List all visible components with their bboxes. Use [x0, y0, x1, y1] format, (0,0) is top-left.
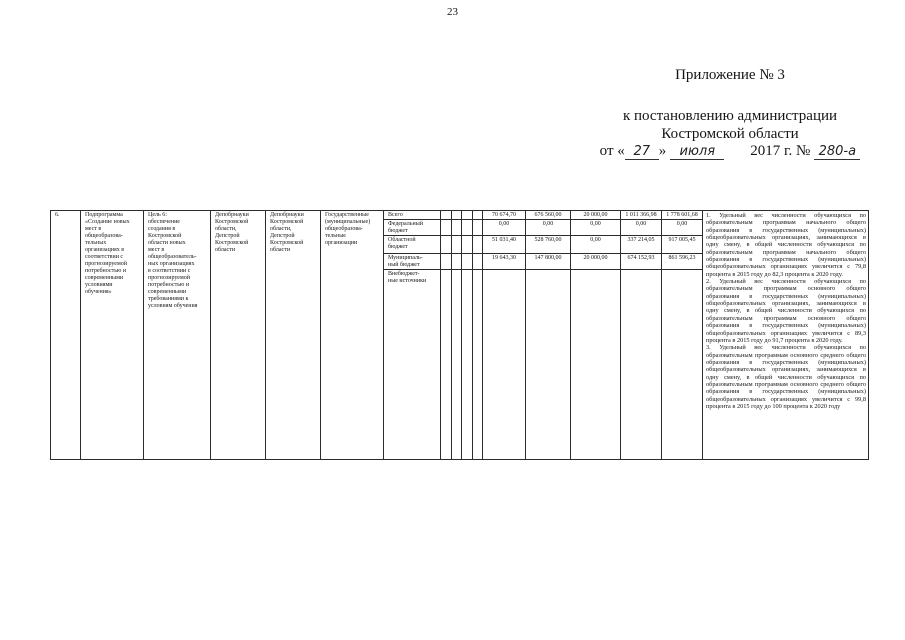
- funding-value-cell: 0,00: [571, 236, 621, 254]
- funding-value-cell: 19 643,30: [483, 254, 526, 270]
- year-number-label: 2017 г. №: [750, 143, 811, 159]
- funding-value-cell: 528 760,00: [526, 236, 571, 254]
- empty-cell: [451, 254, 462, 270]
- program-table: [50, 210, 869, 460]
- funding-value-cell: [621, 270, 662, 460]
- co-executors-cell: Депобрнауки Костромской области, Депстрой Костромской области: [266, 211, 321, 460]
- empty-cell: [462, 220, 473, 236]
- funding-value-cell: 70 674,70: [483, 211, 526, 220]
- handwritten-month: июля: [670, 145, 724, 160]
- empty-cell: [441, 220, 452, 236]
- handwritten-day: 27: [625, 145, 659, 160]
- funding-value-cell: 674 152,93: [621, 254, 662, 270]
- funding-value-cell: 917 005,45: [662, 236, 703, 254]
- funding-source-cell: Муниципаль- ный бюджет: [384, 254, 441, 270]
- funding-value-cell: 861 596,23: [662, 254, 703, 270]
- funding-source-cell: Внебюджет- ные источники: [384, 270, 441, 460]
- funding-row: [51, 211, 869, 220]
- empty-cell: [462, 236, 473, 254]
- funding-value-cell: [662, 270, 703, 460]
- indicator-item: 3. Удельный вес численности обучающихся по образовательным программам основного среднего общего образования в государственных (муниципальных) общеобразовательных организациях, занимающихся в одну смену, в общей численности обучающихся по образовательным программам основного среднего общего образования в государственных (муниципальных) общеобразовательных организациях увеличится с 99,8 процента в 2015 году до 100 процента к 2020 году: [706, 344, 866, 410]
- funding-source-cell: Федеральный бюджет: [384, 220, 441, 236]
- funding-value-cell: [571, 270, 621, 460]
- indicator-item: 1. Удельный вес численности обучающихся по образовательным программам начального общего образования в государственных (муниципальных) общеобразовательных организациях, занимающихся в одну смену, в общей численности обучающихся по образовательным программам начального общего образования в государственных (муниципальных) общеобразовательных организациях увеличится с 79,8 процента в 2015 году до 82,3 процента к 2020 году.: [706, 212, 866, 278]
- empty-cell: [472, 236, 483, 254]
- funding-value-cell: 0,00: [662, 220, 703, 236]
- funding-source-cell: Областной бюджет: [384, 236, 441, 254]
- empty-cell: [451, 236, 462, 254]
- empty-cell: [451, 220, 462, 236]
- subprogram-cell: Подпрограмма «Создание новых мест в общеобразова- тельных организациях в соответствии с прогнозируемой потребностью и современными условиями обучения»: [81, 211, 144, 460]
- empty-cell: [462, 211, 473, 220]
- funding-value-cell: 676 560,00: [526, 211, 571, 220]
- empty-cell: [441, 211, 452, 220]
- funding-value-cell: 0,00: [571, 220, 621, 236]
- goal-cell: Цель 6: обеспечение создания в Костромской области новых мест в общеобразователь- ных организациях в соответствии с прогнозируемой потребностью и современными требованиями к условиям обучения: [144, 211, 211, 460]
- funding-value-cell: [483, 270, 526, 460]
- appendix-resolution-line: к постановлению администрации: [622, 108, 838, 124]
- funding-value-cell: 51 031,40: [483, 236, 526, 254]
- page-number: 23: [447, 6, 458, 18]
- funding-source-cell: Всего: [384, 211, 441, 220]
- empty-cell: [441, 236, 452, 254]
- empty-cell: [451, 211, 462, 220]
- funding-value-cell: 337 214,05: [621, 236, 662, 254]
- empty-cell: [441, 254, 452, 270]
- appendix-region-line: Костромской области: [661, 126, 799, 142]
- empty-cell: [462, 270, 473, 460]
- empty-cell: [451, 270, 462, 460]
- funding-value-cell: 147 800,00: [526, 254, 571, 270]
- funding-value-cell: 0,00: [621, 220, 662, 236]
- empty-cell: [472, 220, 483, 236]
- funding-value-cell: 20 000,00: [571, 254, 621, 270]
- funding-value-cell: 1 011 366,98: [621, 211, 662, 220]
- empty-cell: [472, 254, 483, 270]
- empty-cell: [441, 270, 452, 460]
- date-prefix: от «: [599, 143, 625, 159]
- funding-value-cell: 20 000,00: [571, 211, 621, 220]
- appendix-date-line: [596, 143, 864, 160]
- responsible-executor-cell: Депобрнауки Костромской области, Депстрой Костромской области: [211, 211, 266, 460]
- handwritten-number: 280-а: [814, 145, 860, 160]
- empty-cell: [472, 211, 483, 220]
- participants-cell: Государственные (муниципальные) общеобразова- тельные организации: [321, 211, 384, 460]
- indicators-cell: [703, 211, 869, 460]
- empty-cell: [462, 254, 473, 270]
- empty-cell: [472, 270, 483, 460]
- indicator-item: 2. Удельный вес численности обучающихся по образовательным программам основного общего образования в государственных (муниципальных) общеобразовательных организациях, занимающихся в одну смену, в общей численности обучающихся по образовательным программам основного общего образования в государственных (муниципальных) общеобразовательных организациях увеличится с 89,3 процента в 2015 году до 91,7 процента в 2020 году.: [706, 278, 866, 344]
- appendix-title: Приложение № 3: [675, 67, 785, 83]
- funding-value-cell: 1 778 601,68: [662, 211, 703, 220]
- funding-value-cell: 0,00: [526, 220, 571, 236]
- row-number-cell: 6.: [51, 211, 81, 460]
- funding-value-cell: [526, 270, 571, 460]
- funding-value-cell: 0,00: [483, 220, 526, 236]
- date-quote-close: »: [658, 143, 667, 159]
